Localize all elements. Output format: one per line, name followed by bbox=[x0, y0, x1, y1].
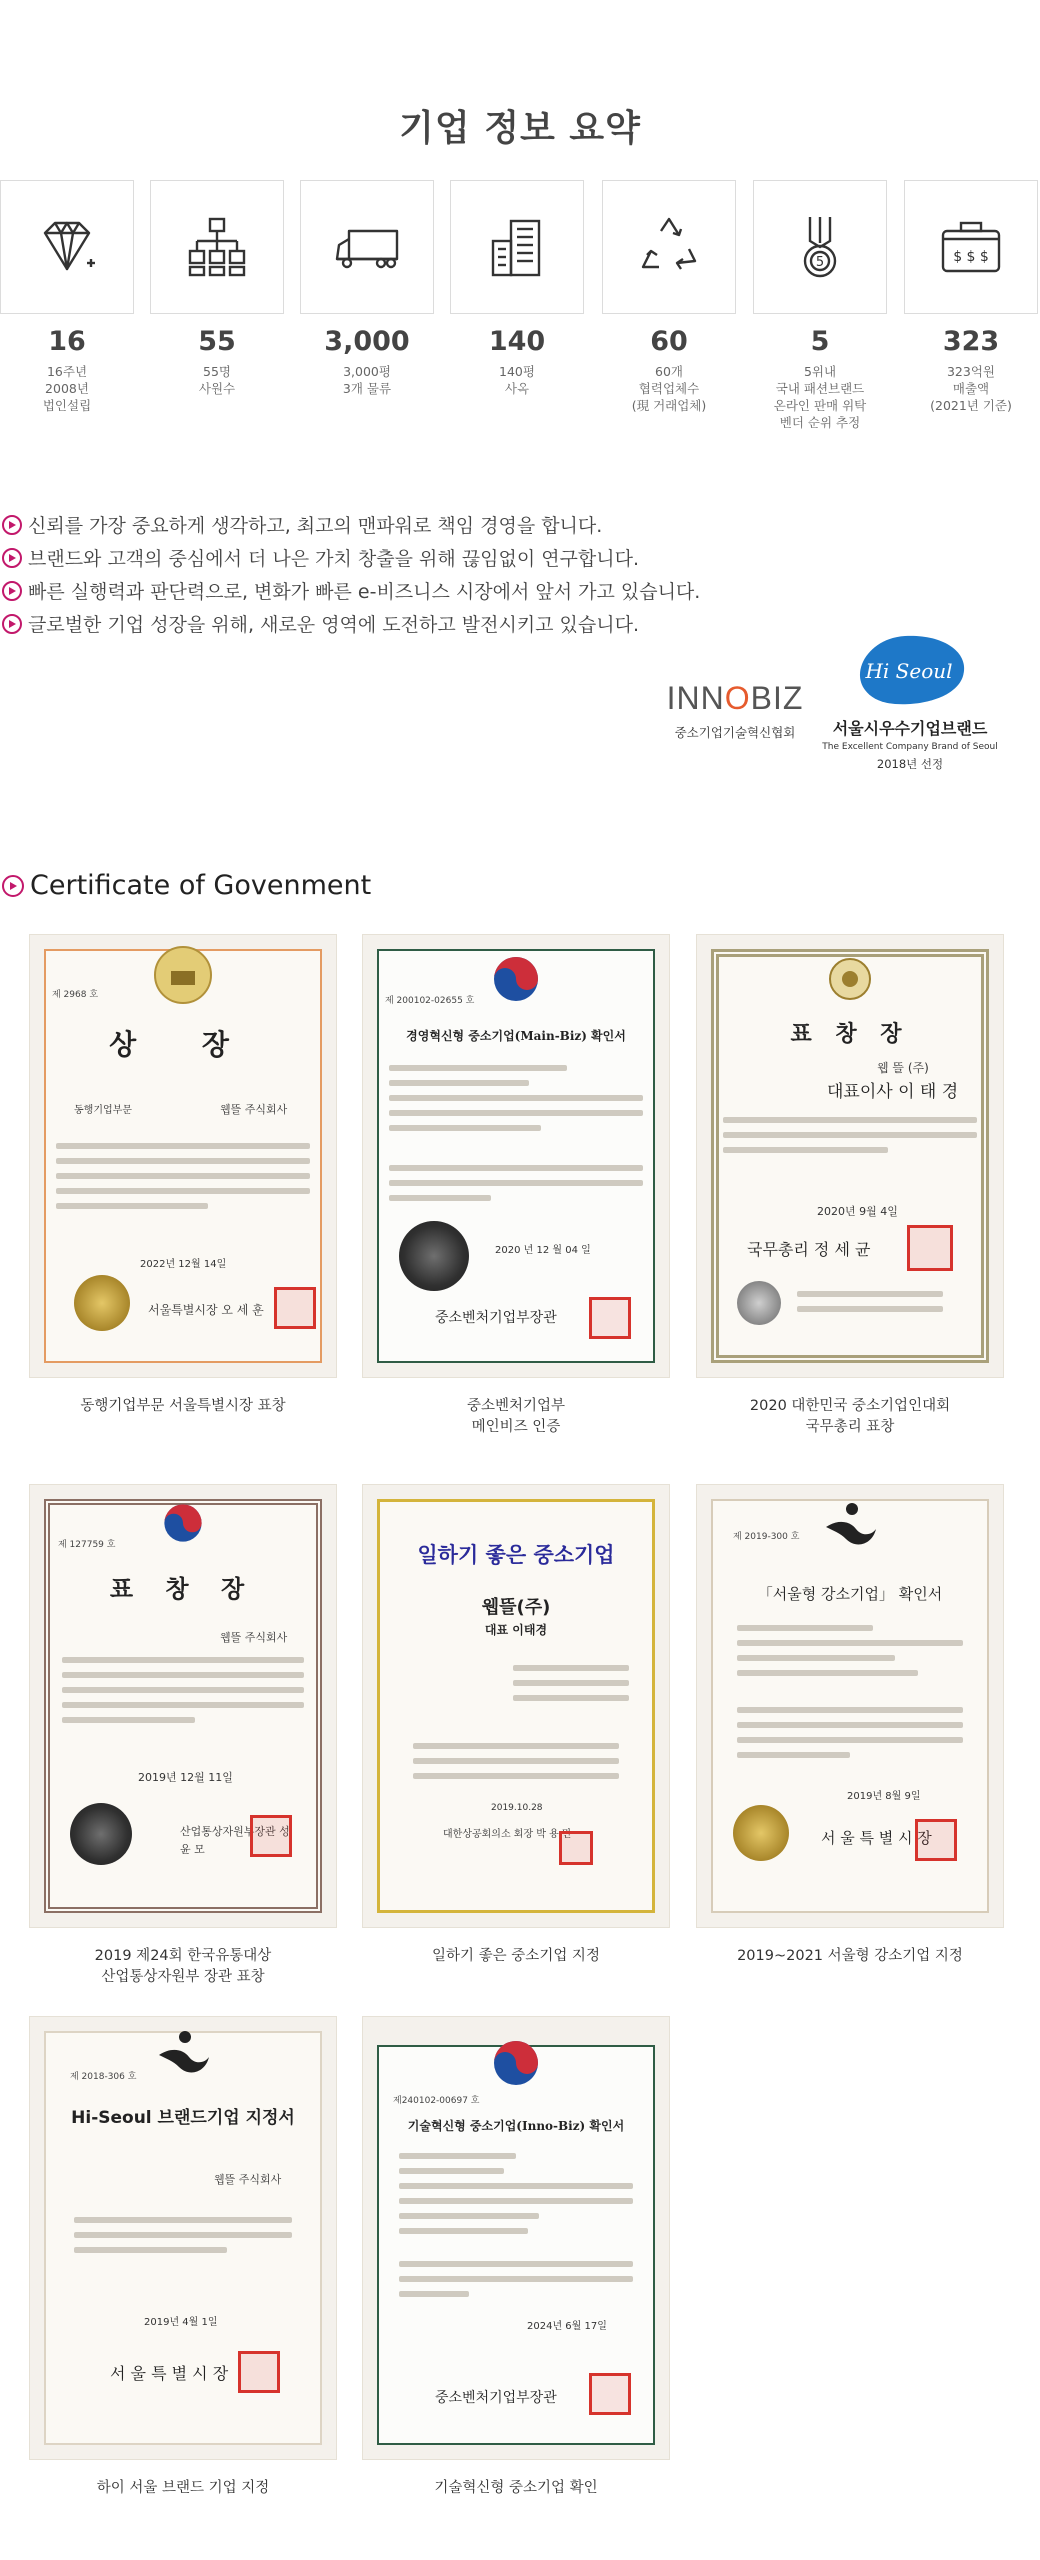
doc-number: 제 2018-306 호 bbox=[70, 2072, 137, 2082]
doc-date: 2019년 12월 11일 bbox=[138, 1771, 233, 1784]
certificate-image bbox=[29, 2016, 337, 2460]
doc-dept: 동행기업부문 bbox=[74, 1105, 132, 1116]
certificate-caption: 하이 서울 브랜드 기업 지정 bbox=[96, 2480, 270, 2496]
stat-icon-box bbox=[450, 180, 584, 314]
stat-office bbox=[450, 180, 584, 397]
certificate-section-title: Certificate of Govenment bbox=[2, 870, 371, 901]
innobiz-wordmark: INNOBIZ bbox=[666, 680, 804, 716]
stat-desc: 323억원 매출액 (2021년 기준) bbox=[930, 364, 1012, 413]
stat-number: 55 bbox=[198, 326, 236, 357]
doc-title: 표 창 장 bbox=[109, 1574, 257, 1603]
black-seal bbox=[399, 1221, 469, 1291]
doc-title: Hi-Seoul 브랜드기업 지정서 bbox=[71, 2108, 295, 2128]
chevron-right-icon bbox=[2, 614, 22, 634]
doc-company: 웹 뜰 (주) bbox=[877, 1061, 929, 1075]
doc-number: 제 2019-300 호 bbox=[733, 1532, 800, 1542]
truck-icon bbox=[331, 211, 403, 283]
bullet-text: 글로벌한 기업 성장을 위해, 새로운 영역에 도전하고 발전시키고 있습니다. bbox=[28, 614, 640, 636]
chevron-right-icon bbox=[2, 548, 22, 568]
red-stamp bbox=[907, 1225, 953, 1271]
seoul-symbol-icon bbox=[820, 1499, 880, 1553]
red-stamp bbox=[589, 1297, 631, 1339]
certificate-card[interactable] bbox=[696, 1484, 1004, 1967]
hiseoul-emblem bbox=[845, 630, 975, 710]
doc-signer: 서 울 특 별 시 장 bbox=[110, 2364, 229, 2383]
innobiz-logo bbox=[660, 680, 810, 741]
doc-date: 2019.10.28 bbox=[491, 1803, 543, 1813]
recycle-icon bbox=[633, 211, 705, 283]
doc-signer: 서울특별시장 오 세 훈 bbox=[148, 1303, 264, 1317]
stat-number: 5 bbox=[810, 326, 830, 357]
bullet-text: 브랜드와 고객의 중심에서 더 나은 가치 창출을 위해 끊임없이 연구합니다. bbox=[28, 548, 640, 570]
chevron-right-icon bbox=[2, 515, 22, 535]
stat-icon-box bbox=[753, 180, 887, 314]
bullet-item bbox=[2, 508, 762, 541]
certificate-caption: 중소벤처기업부 메인비즈 인증 bbox=[466, 1398, 566, 1435]
certificate-card[interactable] bbox=[696, 934, 1004, 1438]
certificate-image bbox=[696, 934, 1004, 1378]
certificate-card[interactable] bbox=[29, 2016, 337, 2499]
stat-desc: 5위내 국내 패션브랜드 온라인 판매 위탁 벤더 순위 추정 bbox=[773, 364, 867, 430]
hiseoul-name: 서울시우수기업브랜드 bbox=[832, 719, 988, 738]
svg-text:5: 5 bbox=[815, 255, 825, 270]
certificate-image bbox=[29, 1484, 337, 1928]
certificate-image bbox=[696, 1484, 1004, 1928]
doc-person: 대표이사 이 태 경 bbox=[827, 1082, 959, 1102]
mission-bullets bbox=[2, 508, 762, 640]
certificate-caption: 동행기업부문 서울특별시장 표창 bbox=[80, 1398, 286, 1414]
doc-number: 제240102-00697 호 bbox=[393, 2096, 480, 2106]
certificate-card[interactable] bbox=[362, 2016, 670, 2499]
stats-row bbox=[0, 180, 1040, 440]
certificate-image bbox=[362, 2016, 670, 2460]
stat-icon-box bbox=[602, 180, 736, 314]
certificate-card[interactable] bbox=[362, 934, 670, 1438]
doc-number: 제 127759 호 bbox=[58, 1540, 116, 1550]
red-stamp bbox=[274, 1287, 316, 1329]
doc-signer: 대한상공회의소 회장 박 용 만 bbox=[443, 1829, 572, 1840]
doc-title: 경영혁신형 중소기업(Main-Biz) 확인서 bbox=[406, 1029, 626, 1043]
summary-title: 기업 정보 요약 bbox=[399, 108, 641, 149]
national-emblem-icon bbox=[824, 953, 876, 1005]
hiseoul-logo bbox=[820, 630, 1000, 772]
chevron-right-icon bbox=[2, 875, 24, 897]
medal-icon bbox=[784, 211, 856, 283]
doc-number: 제 2968 호 bbox=[52, 990, 99, 1000]
certificate-image bbox=[362, 934, 670, 1378]
silver-seal bbox=[737, 1281, 781, 1325]
red-stamp bbox=[238, 2351, 280, 2393]
stat-number: 60 bbox=[650, 326, 688, 357]
certificate-card[interactable] bbox=[362, 1484, 670, 1967]
innobiz-subtitle: 중소기업기술혁신협회 bbox=[674, 725, 796, 740]
doc-date: 2020 년 12 월 04 일 bbox=[495, 1245, 591, 1256]
stat-revenue bbox=[904, 180, 1038, 414]
seoul-symbol-icon bbox=[153, 2027, 213, 2081]
red-stamp bbox=[915, 1819, 957, 1861]
stat-icon-box bbox=[904, 180, 1038, 314]
stat-founding bbox=[0, 180, 134, 414]
doc-title: 상 장 bbox=[109, 1028, 257, 1061]
stat-employees bbox=[150, 180, 284, 397]
hiseoul-year: 2018년 선정 bbox=[876, 757, 944, 771]
doc-title: 기술혁신형 중소기업(Inno-Biz) 확인서 bbox=[407, 2119, 625, 2133]
certificate-image bbox=[362, 1484, 670, 1928]
stat-ranking bbox=[753, 180, 887, 431]
doc-title: 일하기 좋은 중소기업 bbox=[417, 1542, 615, 1567]
stat-number: 16 bbox=[48, 326, 86, 357]
doc-signer: 산업통상자원부장관 성 윤 모 bbox=[180, 1825, 290, 1856]
stat-desc: 16주년 2008년 법인설립 bbox=[42, 364, 92, 413]
doc-company: 웹뜰 주식회사 bbox=[220, 1631, 288, 1644]
building-icon bbox=[481, 211, 553, 283]
certificate-caption: 일하기 좋은 중소기업 지정 bbox=[432, 1948, 600, 1964]
doc-title: 「서울형 강소기업」 확인서 bbox=[757, 1585, 943, 1603]
stat-number: 3,000 bbox=[324, 326, 410, 357]
doc-date: 2022년 12월 14일 bbox=[140, 1259, 227, 1270]
doc-signer: 중소벤처기업부장관 bbox=[435, 2390, 557, 2406]
stat-logistics bbox=[300, 180, 434, 397]
taegeuk-icon bbox=[161, 1501, 205, 1545]
stat-number: 140 bbox=[488, 326, 546, 357]
hiseoul-mark: Hi Seoul bbox=[865, 659, 953, 683]
doc-company: 웹뜰 주식회사 bbox=[220, 1103, 288, 1116]
certificate-image bbox=[29, 934, 337, 1378]
stat-icon-box bbox=[300, 180, 434, 314]
seoul-emblem-icon bbox=[151, 943, 215, 1007]
svg-text:$ $ $: $ $ $ bbox=[953, 249, 989, 265]
certificate-card[interactable] bbox=[29, 1484, 337, 1988]
doc-date: 2020년 9월 4일 bbox=[817, 1205, 898, 1218]
stat-desc: 3,000평 3개 물류 bbox=[342, 364, 392, 396]
certificate-caption: 2019~2021 서울형 강소기업 지정 bbox=[737, 1948, 963, 1964]
taegeuk-icon bbox=[490, 2037, 542, 2089]
stat-desc: 60개 협력업체수 (現 거래업체) bbox=[631, 364, 707, 413]
hiseoul-english: The Excellent Company Brand of Seoul bbox=[822, 742, 998, 752]
doc-date: 2019년 4월 1일 bbox=[144, 2317, 218, 2328]
doc-person: 대표 이태경 bbox=[484, 1623, 548, 1637]
cash-box-icon bbox=[935, 211, 1007, 283]
gold-seal bbox=[74, 1275, 130, 1331]
doc-signer: 국무총리 정 세 균 bbox=[747, 1240, 871, 1259]
bullet-item bbox=[2, 574, 762, 607]
stat-desc: 140평 사옥 bbox=[499, 364, 535, 396]
stat-number: 323 bbox=[942, 326, 1000, 357]
org-chart-icon bbox=[181, 211, 253, 283]
doc-date: 2019년 8월 9일 bbox=[847, 1791, 921, 1802]
doc-signer: 중소벤처기업부장관 bbox=[435, 1310, 557, 1326]
doc-company: 웹뜰(주) bbox=[481, 1597, 551, 1618]
certificate-caption: 2019 제24회 한국유통대상 산업통상자원부 장관 표창 bbox=[94, 1948, 272, 1985]
certificate-card[interactable] bbox=[29, 934, 337, 1417]
stat-icon-box bbox=[150, 180, 284, 314]
black-seal bbox=[70, 1803, 132, 1865]
doc-signer: 서 울 특 별 시 장 bbox=[821, 1829, 932, 1847]
doc-company: 웹뜰 주식회사 bbox=[214, 2173, 282, 2186]
taegeuk-icon bbox=[490, 953, 542, 1005]
chevron-right-icon bbox=[2, 581, 22, 601]
stat-icon-box bbox=[0, 180, 134, 314]
red-stamp bbox=[559, 1831, 593, 1865]
doc-number: 제 200102-02655 호 bbox=[385, 996, 475, 1006]
diamond-icon bbox=[31, 211, 103, 283]
certificate-caption: 기술혁신형 중소기업 확인 bbox=[434, 2480, 598, 2496]
red-stamp bbox=[589, 2373, 631, 2415]
red-stamp bbox=[250, 1815, 292, 1857]
bullet-item bbox=[2, 541, 762, 574]
certificate-caption: 2020 대한민국 중소기업인대회 국무총리 표창 bbox=[749, 1398, 951, 1435]
bullet-text: 신뢰를 가장 중요하게 생각하고, 최고의 맨파워로 책임 경영을 합니다. bbox=[28, 515, 603, 537]
stat-desc: 55명 사원수 bbox=[198, 364, 236, 396]
gold-seal bbox=[733, 1805, 789, 1861]
stat-partners bbox=[602, 180, 736, 414]
bullet-item bbox=[2, 607, 762, 640]
doc-title: 표 창 장 bbox=[790, 1021, 910, 1047]
doc-date: 2024년 6월 17일 bbox=[527, 2321, 607, 2332]
bullet-text: 빠른 실행력과 판단력으로, 변화가 빠른 e-비즈니스 시장에서 앞서 가고 있습니다. bbox=[28, 581, 701, 603]
